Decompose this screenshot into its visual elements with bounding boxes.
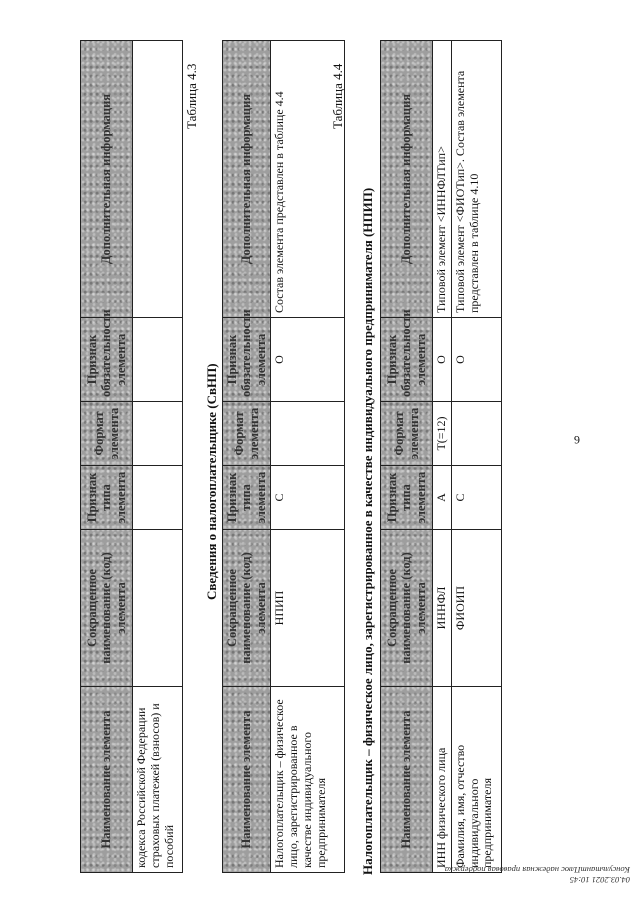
- table-cell: Типовой элемент <ИННФЛТип>: [433, 41, 452, 318]
- footer-line: 04.03.2021 10:45: [569, 875, 630, 885]
- table-cell: T(=12): [433, 402, 452, 466]
- table-row: [133, 41, 183, 873]
- table-caption: Таблица 4.3: [184, 63, 199, 129]
- table-header-row: [381, 41, 433, 873]
- table-title: Сведения о налогоплательщике (СвНП): [204, 363, 219, 600]
- table-header-row: [223, 41, 271, 873]
- table-cell: кодекса Российской Федерации страховых платежей (взносов) и пособий: [133, 687, 183, 873]
- table-4-3: [222, 40, 345, 873]
- header-cell: Формат элемента: [223, 402, 271, 466]
- table-cell: А: [433, 466, 452, 530]
- header-cell: Признак типа элемента: [223, 466, 271, 530]
- table-continuation: [80, 40, 183, 873]
- header-cell: Признак обязательности элемента: [81, 318, 133, 402]
- table-cell: [133, 466, 183, 530]
- table-cell: Типовой элемент <ФИОТип>. Состав элемента представлен в таблице 4.10: [451, 41, 501, 318]
- header-cell: Наименование элемента: [223, 687, 271, 873]
- table-cell: ИННФЛ: [433, 530, 452, 687]
- table-cell: О: [451, 318, 501, 402]
- table-cell: [451, 402, 501, 466]
- table-cell: Состав элемента представлен в таблице 4.4: [271, 41, 345, 318]
- table-cell: [133, 41, 183, 318]
- header-cell: Дополнительная информация: [81, 41, 133, 318]
- table-cell: [133, 402, 183, 466]
- table-cell: О: [271, 318, 345, 402]
- table-cell: ФИОИП: [451, 530, 501, 687]
- header-cell: Признак типа элемента: [381, 466, 433, 530]
- table-cell: Налогоплательщик – физическое лицо, зарегистрированное в качестве индивидуального предпринимателя: [271, 687, 345, 873]
- table-row: [433, 41, 452, 873]
- table-cell: С: [451, 466, 501, 530]
- table-cell: [271, 402, 345, 466]
- table-row: [451, 41, 501, 873]
- table-cell: С: [271, 466, 345, 530]
- page-number: 6: [574, 433, 580, 447]
- footer-line: КонсультантПлюс надежная правовая поддержка: [444, 864, 630, 875]
- table-row: [271, 41, 345, 873]
- table-cell: ИНН физического лица: [433, 687, 452, 873]
- table-header-row: [81, 41, 133, 873]
- table-caption: Таблица 4.4: [330, 63, 345, 129]
- table-cell: [133, 530, 183, 687]
- header-cell: Сокращенное наименование (код) элемента: [81, 530, 133, 687]
- table-cell: НПИП: [271, 530, 345, 687]
- header-cell: Формат элемента: [81, 402, 133, 466]
- header-cell: Наименование элемента: [381, 687, 433, 873]
- header-cell: Дополнительная информация: [223, 41, 271, 318]
- header-cell: Сокращенное наименование (код) элемента: [381, 530, 433, 687]
- header-cell: Признак обязательности элемента: [223, 318, 271, 402]
- table-cell: О: [433, 318, 452, 402]
- table-4-4: [380, 40, 502, 873]
- header-cell: Сокращенное наименование (код) элемента: [223, 530, 271, 687]
- header-cell: Наименование элемента: [81, 687, 133, 873]
- page-footer: [445, 865, 630, 885]
- header-cell: Признак типа элемента: [81, 466, 133, 530]
- table-title: Налогоплательщик – физическое лицо, зарегистрированное в качестве индивидуального предпринимателя (НПИП): [360, 187, 375, 875]
- header-cell: Формат элемента: [381, 402, 433, 466]
- header-cell: Дополнительная информация: [381, 41, 433, 318]
- header-cell: Признак обязательности элемента: [381, 318, 433, 402]
- table-cell: Фамилия, имя, отчество индивидуального предпринимателя: [451, 687, 501, 873]
- table-cell: [133, 318, 183, 402]
